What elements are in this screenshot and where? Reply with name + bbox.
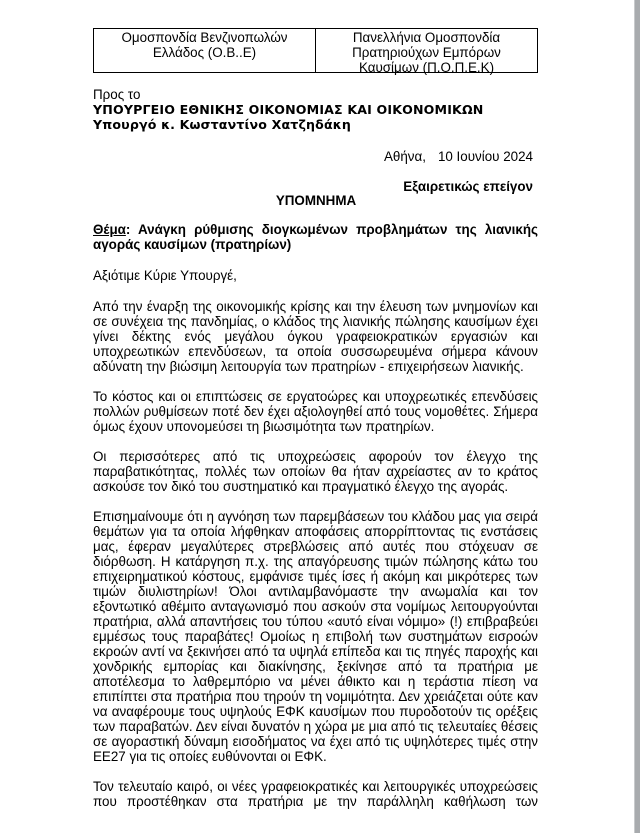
- date-place: Αθήνα,: [383, 149, 426, 164]
- greeting: Αξιότιμε Κύριε Υπουργέ,: [93, 268, 237, 283]
- subject-text: : Ανάγκη ρύθμισης διογκωμένων προβλημάτων της λιανικής αγοράς καυσίμων (πρατηρίων): [93, 222, 538, 252]
- federation-obe-line-1: Ομοσπονδία Βενζινοπωλών: [121, 30, 288, 45]
- recipient-to: Προς το: [93, 87, 141, 102]
- paragraph-2: Το κόστος και οι επιπτώσεις σε εργατοώρες και υποχρεωτικές επενδύσεις πολλών ρυθμίσεων ποτέ δεν έχει αξιολογηθεί από τους νομοθέτες. Σήμερα όμως έχουν υπονομεύσει τη βιωσιμότητα των πρατηρίων.: [93, 389, 538, 434]
- memo-title: ΥΠΟΜΝΗΜΑ: [275, 193, 357, 208]
- federation-obe-cell: [94, 29, 316, 72]
- federation-popek-line-2: Πρατηριούχων Εμπόρων: [352, 45, 501, 60]
- letter-body: [93, 222, 538, 824]
- urgency-label: Εξαιρετικώς επείγον: [403, 179, 533, 194]
- paragraph-5: Τον τελευταίο καιρό, οι νέες γραφειοκρατικές και λειτουργικές υποχρεώσεις που προστέθηκαν στα πρατήρια με την παράλληλη καθήλωση των: [93, 779, 538, 809]
- federation-popek-line-1: Πανελλήνια Ομοσπονδία: [352, 30, 501, 45]
- paragraph-1: Από την έναρξη της οικονομικής κρίσης και την έλευση των μνημονίων και σε συνέχεια της πανδημίας, ο κλάδος της λιανικής πώλησης καυσίμων έχει γίνει δέκτης ενός μεγάλου όγκου γραφειοκρατικών εργασιών και υποχρεωτικών επενδύσεων, τα οποία συσσωρευμένα σήμερα κάνουν αδύνατη την βιώσιμη λειτουργία των πρατηρίων - επιχειρήσεων λιανικής.: [93, 299, 538, 374]
- recipient-ministry: ΥΠΟΥΡΓΕΙΟ ΕΘΝΙΚΗΣ ΟΙΚΟΝΟΜΙΑΣ ΚΑΙ ΟΙΚΟΝΟΜΙΚΩΝ: [93, 102, 484, 117]
- federation-popek-line-3: Καυσίμων (Π.Ο.Π.Ε.Κ): [358, 60, 495, 75]
- federations-header-table: [93, 28, 538, 73]
- date-value: 10 Ιουνίου 2024: [437, 149, 533, 164]
- paragraph-4: Επισημαίνουμε ότι η αγνόηση των παρεμβάσεων του κλάδου μας για σειρά θεμάτων για τα οποία λήφθηκαν αποφάσεις απορρίπτοντας τις ενστάσεις μας, έφεραν μεγαλύτερες στρεβλώσεις από αυτές που στόχευαν σε διόρθωση. Η κατάργηση π.χ. της απαγόρευσης τιμών πώλησης κάτω του επιχειρηματικού κόστους, εμφάνισε τιμές ίσες ή ακόμη και μικρότερες των τιμών διυλιστηρίων! Όλοι αντιλαμβανόμαστε την ανωμαλία και τον εξοντωτικό αθέμιτο ανταγωνισμό που ασκούν στα νομίμως λειτουργούνται πρατήρια, αλλά απαντήσεις του τύπου «αυτό είναι νόμιμο» (!) επιβραβεύει εμμέσως τους παραβάτες! Ομοίως η επιβολή των συστημάτων εισροών εκροών αντί να ξεκινήσει από τα υψηλά επίπεδα και τις πηγές παροχής και χονδρικής εμπορίας και διακίνησης, ξεκίνησε από τα πρατήρια με αποτέλεσμα το λαθρεμπόριο να μένει άθικτο και η τεράστια πίεση να επιπίπτει στα πρατήρια που τηρούν τη νομιμότητα. Δεν χρειάζεται ούτε καν να αναφέρουμε τους υψηλούς ΕΦΚ καυσίμων που πυροδοτούν τις ορέξεις των παραβατών. Δεν είναι δυνατόν η χώρα με μια από τις τελευταίες θέσεις σε αγοραστική δύναμη εισοδήματος να έχει από τις υψηλότερες τιμές στην ΕΕ27 για τις οποίες ευθύνονται οι ΕΦΚ.: [93, 509, 538, 764]
- recipient-minister: Υπουργό κ. Κωσταντίνο Χατζηδάκη: [93, 117, 351, 132]
- paragraph-3: Οι περισσότερες από τις υποχρεώσεις αφορούν τον έλεγχο της παραβατικότητας, πολλές των οποίων θα ήταν αχρείαστες αν το κράτος ασκούσε τον δικό του συστηματικό και πραγματικό έλεγχο της αγοράς.: [93, 449, 538, 494]
- subject-line: [93, 222, 538, 252]
- recipient-block: [93, 87, 543, 132]
- vertical-scrollbar[interactable]: [634, 0, 640, 833]
- date-line: [384, 149, 533, 164]
- federation-obe-line-2: Ελλάδος (Ο.Β..Ε): [152, 45, 257, 60]
- federation-popek-cell: [316, 29, 537, 75]
- memo-title-wrap: [0, 193, 640, 208]
- subject-label: Θέμα: [93, 222, 126, 237]
